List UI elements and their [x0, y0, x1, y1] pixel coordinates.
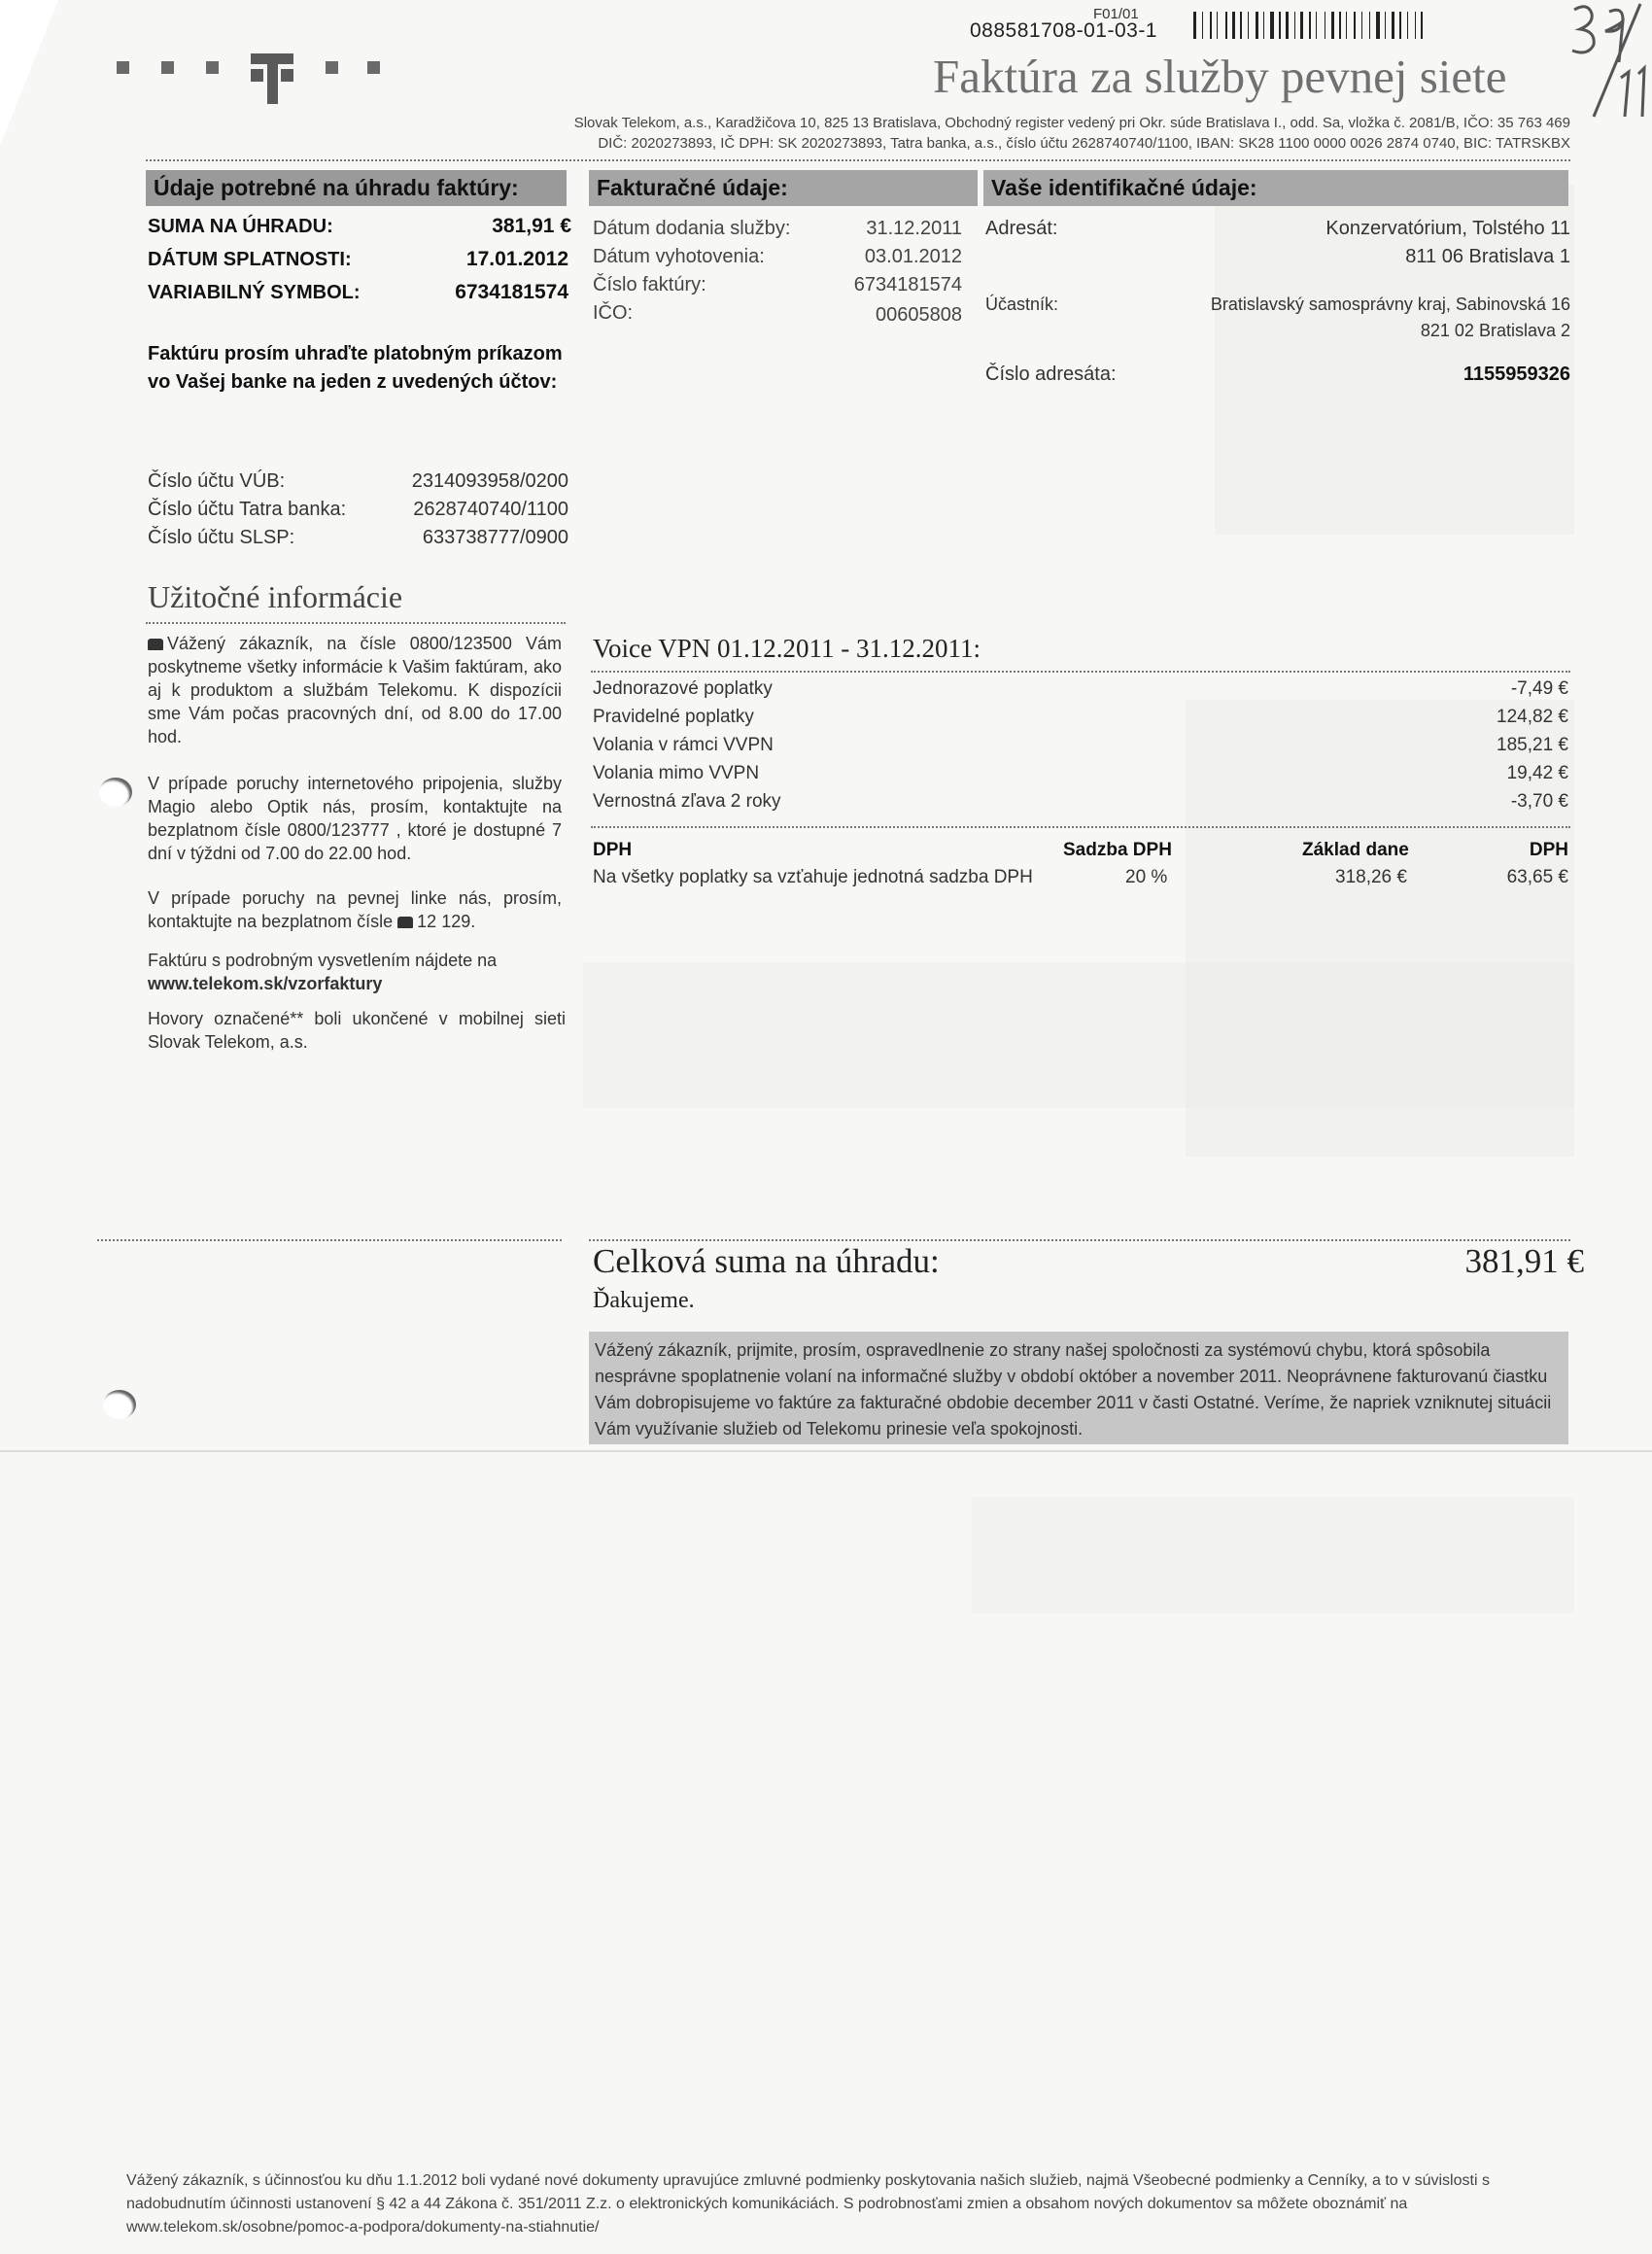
total-divider-right — [589, 1239, 1570, 1241]
total-divider-left — [97, 1239, 562, 1241]
header-divider — [146, 159, 1570, 161]
phone-icon — [397, 917, 413, 928]
info-paragraph-1: Vážený zákazník, na čísle 0800/123500 Vám poskytneme všetky informácie k Vašim faktúram, ako aj k produktom a službám Telekomu. K dispozícii sme Vám počas pracovných dní, od 8.00 do 17.00 hod. — [148, 634, 562, 746]
due-date-value: 17.01.2012 — [465, 248, 568, 270]
addressee-line2: 811 06 Bratislava 1 — [1405, 246, 1570, 267]
dph-row-amount: 63,65 € — [1506, 867, 1568, 887]
account-tatra-value: 2628740740/1100 — [413, 499, 568, 520]
folded-corner — [0, 0, 58, 146]
company-info-line2: DIČ: 2020273893, IČ DPH: SK 2020273893, Tatra banka, a.s., číslo účtu 2628740740/1100, IBAN: SK28 1100 0000 0026 2874 0740, BIC: TATRSKBX — [598, 135, 1570, 152]
amount-due-value: 381,91 € — [492, 215, 571, 237]
identification-section-heading: Vaše identifikačné údaje: — [983, 170, 1568, 206]
invoice-section-heading: Fakturačné údaje: — [589, 170, 978, 206]
dph-row-rate: 20 % — [1125, 867, 1168, 887]
barcode-icon — [1193, 12, 1537, 39]
ico-value: 00605808 — [876, 304, 962, 326]
amount-due-label: SUMA NA ÚHRADU: — [148, 216, 333, 237]
vpn-section-title: Voice VPN 01.12.2011 - 31.12.2011: — [593, 634, 981, 663]
due-date-label: DÁTUM SPLATNOSTI: — [148, 249, 352, 270]
apology-notice: Vážený zákazník, prijmite, prosím, ospravedlnenie zo strany našej spoločnosti za systémovú chybu, ktorá spôsobila nesprávne spoplatnenie volaní na informačné služby v období október a november 2011. Neoprávnene fakturovanú čiastku Vám dobropisujeme vo faktúre za fakturačné obdobie december 2011 v časti Ostatné. Veríme, že napriek vzniknutej situácii Vám využívanie služieb od Telekomu prinesie veľa spokojnosti. — [589, 1332, 1568, 1444]
payment-section-heading: Údaje potrebné na úhradu faktúry: — [146, 170, 567, 206]
participant-label: Účastník: — [985, 295, 1059, 314]
vpn-row-label: Volania mimo VVPN — [593, 763, 760, 783]
vpn-row-value: -7,49 € — [1510, 678, 1568, 699]
info-paragraph-3: V prípade poruchy na pevnej linke nás, prosím, kontaktujte na bezplatnom čísle 12 129. — [148, 888, 562, 931]
thanks-text: Ďakujeme. — [593, 1288, 695, 1313]
ico-label: IČO: — [593, 302, 634, 324]
handwritten-note — [1566, 0, 1652, 126]
useful-info-title: Užitočné informácie — [148, 579, 403, 614]
issue-date-label: Dátum vyhotovenia: — [593, 246, 765, 267]
phone-icon — [148, 639, 163, 650]
document-title: Faktúra za služby pevnej siete — [933, 50, 1507, 103]
info-paragraph-4: Faktúru s podrobným vysvetlením nájdete na www.telekom.sk/vzorfaktury — [148, 951, 498, 993]
dph-base-header: Základ dane — [1302, 840, 1409, 860]
company-info-line1: Slovak Telekom, a.s., Karadžičova 10, 825 13 Bratislava, Obchodný register vedený pri Okr. súde Bratislava I., odd. Sa, vložka č. 2081/B, IČO: 35 763 469 — [573, 115, 1570, 131]
participant-line1: Bratislavský samosprávny kraj, Sabinovská 16 — [1210, 295, 1570, 314]
info-divider — [146, 622, 566, 624]
vpn-divider-bottom — [591, 826, 1570, 828]
dph-row-label: Na všetky poplatky sa vzťahuje jednotná sadzba DPH — [593, 867, 1033, 887]
vpn-row-label: Pravidelné poplatky — [593, 707, 754, 727]
vpn-row-value: 124,82 € — [1497, 707, 1568, 727]
vpn-divider-top — [591, 671, 1570, 673]
dph-row-base: 318,26 € — [1335, 867, 1407, 887]
issue-date-value: 03.01.2012 — [864, 246, 962, 267]
delivery-date-value: 31.12.2011 — [866, 218, 962, 239]
total-value: 381,91 € — [1464, 1242, 1584, 1280]
dph-amount-header: DPH — [1529, 840, 1568, 860]
punch-hole-icon — [103, 1390, 136, 1419]
document-code: 088581708-01-03-1 — [970, 19, 1157, 42]
account-vub-value: 2314093958/0200 — [411, 470, 568, 492]
variable-symbol-label: VARIABILNÝ SYMBOL: — [148, 282, 361, 303]
account-vub-label: Číslo účtu VÚB: — [148, 470, 286, 492]
info-paragraph-2: V prípade poruchy internetového pripojenia, služby Magio alebo Optik nás, prosím, kontaktujte na bezplatnom čísle 0800/123777 , ktoré je dostupné 7 dní v týždni od 7.00 do 22.00 hod. — [148, 774, 562, 863]
account-tatra-label: Číslo účtu Tatra banka: — [148, 499, 347, 520]
telekom-logo-icon — [117, 34, 505, 102]
dph-header: DPH — [593, 840, 633, 860]
bleed-through-area — [972, 1497, 1574, 1613]
account-slsp-value: 633738777/0900 — [422, 527, 568, 548]
form-code: F01/01 — [1093, 6, 1139, 22]
vpn-row-label: Jednorazové poplatky — [593, 678, 773, 699]
delivery-date-label: Dátum dodania služby: — [593, 218, 791, 239]
addressee-number-value: 1155959326 — [1463, 364, 1570, 385]
punch-hole-icon — [99, 778, 132, 807]
addressee-label: Adresát: — [985, 218, 1058, 239]
bleed-through-area — [583, 962, 1574, 1108]
addressee-number-label: Číslo adresáta: — [985, 364, 1117, 385]
participant-line2: 821 02 Bratislava 2 — [1420, 321, 1570, 340]
vpn-row-value: -3,70 € — [1510, 791, 1568, 812]
invoice-number-label: Číslo faktúry: — [593, 274, 706, 295]
footer-notice: Vážený zákazník, s účinnosťou ku dňu 1.1.2012 boli vydané nové dokumenty upravujúce zmluvné podmienky poskytovania našich služieb, najmä Všeobecné podmienky a Cenníky, a to v súvislosti s nadobudnutím účinnosti ustanovení § 42 a 44 Zákona č. 351/2011 Z.z. o elektronických komunikáciách. S podrobnosťami zmien a obsahom nových dokumentov sa môžete oboznámiť na www.telekom.sk/osobne/pomoc-a-podpora/dokumenty-na-stiahnutie/ — [126, 2172, 1490, 2236]
vpn-row-value: 185,21 € — [1497, 735, 1568, 755]
addressee-line1: Konzervatórium, Tolstého 11 — [1325, 218, 1570, 239]
vpn-row-value: 19,42 € — [1506, 763, 1568, 783]
fold-line — [0, 1450, 1652, 1452]
total-label: Celková suma na úhradu: — [593, 1242, 940, 1280]
vpn-row-label: Volania v rámci VVPN — [593, 735, 774, 755]
dph-rate-header: Sadzba DPH — [1063, 840, 1172, 860]
payment-instruction: Faktúru prosím uhraďte platobným príkazom vo Vašej banke na jeden z uvedených účtov: — [148, 343, 563, 393]
info-paragraph-5: Hovory označené** boli ukončené v mobilnej sieti Slovak Telekom, a.s. — [148, 1009, 566, 1052]
variable-symbol-value: 6734181574 — [455, 281, 568, 303]
account-slsp-label: Číslo účtu SLSP: — [148, 527, 295, 548]
sample-invoice-link[interactable]: www.telekom.sk/vzorfaktury — [148, 974, 383, 993]
invoice-number-value: 6734181574 — [853, 274, 962, 295]
vpn-row-label: Vernostná zľava 2 roky — [593, 791, 781, 812]
